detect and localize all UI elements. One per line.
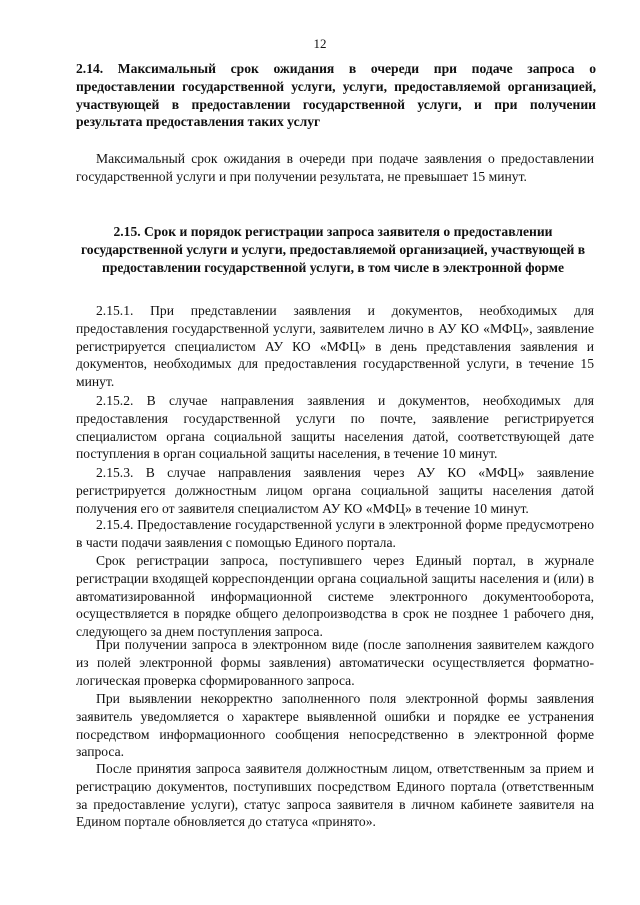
paragraph-2-15-4: 2.15.4. Предоставление государственной услуги в электронной форме предусмотрено в части подачи заявления с помощью Единого портала. — [76, 517, 594, 550]
paragraph-2-15-3: 2.15.3. В случае направления заявления через АУ КО «МФЦ» заявление регистрируется должностным лицом органа социальной защиты населения датой получения его от заявителя специалистом АУ КО «МФЦ» в течение 10 минут. — [76, 465, 594, 516]
section-2-14-text: Максимальный срок ожидания в очереди при подаче заявления о предоставлении государственной услуги и при получении результата, не превышает 15 минут. — [76, 151, 594, 184]
section-2-15-heading: 2.15. Срок и порядок регистрации запроса заявителя о предоставлении государственной услуги и услуги, предоставляемой организацией, участвующей в предоставлении государственной услуги, в том числе в электронной форме — [80, 224, 586, 275]
paragraph-registration-term: Срок регистрации запроса, поступившего через Единый портал, в журнале регистрации входящей корреспонденции органа социальной защиты населения и (или) в автоматизированной информационной системе электронного документооборота, осуществляется в порядке общего делопроизводства в срок не позднее 1 рабочего дня, следующего за днем поступления запроса. — [76, 553, 594, 640]
paragraph-2-15-2: 2.15.2. В случае направления заявления и документов, необходимых для предоставления государственной услуги по почте, заявление регистрируется специалистом органа социальной защиты населения датой, соответствующей дате поступления в орган социальной защиты населения, в течение 10 минут. — [76, 393, 594, 462]
paragraph-error-notification: При выявлении некорректно заполненного поля электронной формы заявления заявитель уведомляется о характере выявленной ошибки и порядке ее устранения посредством информационного сообщения непосредственно в электронной форме запроса. — [76, 691, 594, 760]
page-number: 12 — [313, 36, 327, 51]
paragraph-format-check: При получении запроса в электронном виде (после заполнения заявителем каждого из полей электронной формы заявления) автоматически осуществляется форматно-логическая проверка сформированного запроса. — [76, 637, 594, 688]
section-2-14-heading: 2.14. Максимальный срок ожидания в очереди при подаче запроса о предоставлении государственной услуги, услуги, предоставляемой организацией, участвующей в предоставлении государственной услуги, и при получении результата предоставления таких услуг — [76, 61, 596, 130]
paragraph-status-update: После принятия запроса заявителя должностным лицом, ответственным за прием и регистрацию документов, поступивших посредством Единого портала (ответственным за предоставление услуги), статус запроса заявителя в личном кабинете заявителя на Едином портале обновляется до статуса «принято». — [76, 761, 594, 830]
paragraph-2-15-1: 2.15.1. При представлении заявления и документов, необходимых для предоставления государственной услуги, заявителем лично в АУ КО «МФЦ», заявление регистрируется специалистом АУ КО «МФЦ» в день представления заявления и документов, необходимых для предоставления государственной услуги, в течение 15 минут. — [76, 303, 594, 390]
